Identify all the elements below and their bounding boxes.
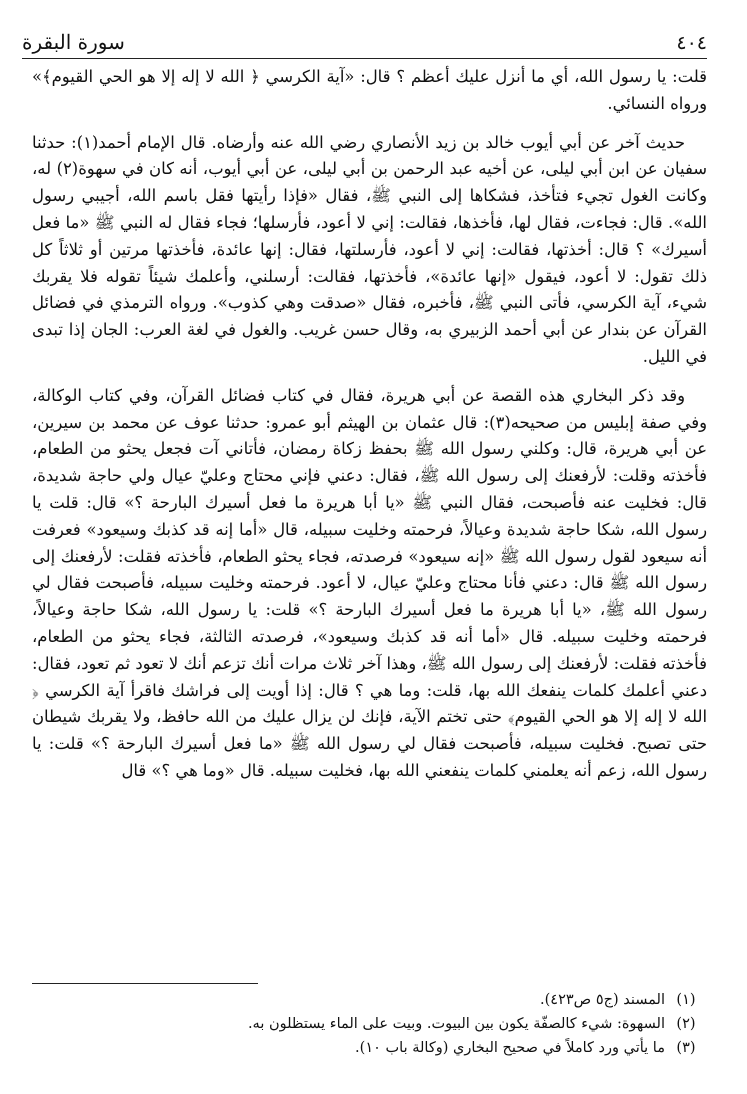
footnote-number: (٢) bbox=[676, 1016, 696, 1032]
footnote-number: (٣) bbox=[676, 1040, 696, 1056]
running-header bbox=[22, 28, 707, 59]
footnote-text: المسند (ج٥ ص٤٢٣). bbox=[540, 992, 665, 1008]
surah-title: سورة البقرة bbox=[22, 30, 125, 54]
paragraph-1: قلت: يا رسول الله، أي ما أنزل عليك أعظم ؟ قال: «آية الكرسي ﴿ الله لا إله إلا هو الحي القيوم﴾» ورواه النسائي. bbox=[32, 67, 707, 113]
footnote-2 bbox=[32, 1012, 707, 1036]
paragraph-2: حديث آخر عن أبي أيوب خالد بن زيد الأنصاري رضي الله عنه وأرضاه. قال الإمام أحمد(١): حدثنا سفيان عن ابن أبي ليلى، عن أخيه عبد الرحمن بن أبي ليلى، عن أبي أيوب، أنه كان في سهوة(٢) له، وكانت الغول تجيء فتأخذ، فشكاها إلى النبي ﷺ، فقال «فإذا رأيتها فقل باسم الله، أجيبي رسول الله». قال: فجاءت، فقال لها، فأخذها، فقالت: إني لا أعود، فأرسلها؛ فجاء فقال له النبي ﷺ «ما فعل أسيرك» ؟ قال: أخذتها، فقالت: إني لا أعود، فأرسلتها، فقال: إنها عائدة، فأخذتها مرتين أو ثلاثاً كل ذلك تقول: لا أعود، فيقول «إنها عائدة»، فأخذتها، فقالت: أرسلني، وأعلمك شيئاً تقوله فلا يقربك شيء، آية الكرسي، فأتى النبي ﷺ، فأخبره، فقال «صدقت وهي كذوب». ورواه الترمذي في فضائل القرآن عن بندار عن أبي أحمد الزبيري به، وقال حسن غريب. والغول في لغة العرب: الجان إذا تبدى في الليل. bbox=[32, 132, 707, 366]
footnote-text: السهوة: شيء كالصفّة يكون بين البيوت. وبيت على الماء يستظلون به. bbox=[247, 1016, 665, 1032]
footnotes bbox=[32, 988, 707, 1060]
footnote-number: (١) bbox=[676, 992, 696, 1008]
footnote-divider bbox=[32, 983, 258, 984]
footnote-3 bbox=[32, 1036, 707, 1060]
paragraph-3: وقد ذكر البخاري هذه القصة عن أبي هريرة، فقال في كتاب فضائل القرآن، وفي كتاب الوكالة، وفي صفة إبليس من صحيحه(٣): قال عثمان بن الهيثم أبو عمرو: حدثنا عوف عن محمد بن سيرين، عن أبي هريرة، قال: وكلني رسول الله ﷺ بحفظ زكاة رمضان، فأتاني آت فجعل يحثو من الطعام، فأخذته وقلت: لأرفعنك إلى رسول الله ﷺ، فقال: دعني فإني محتاج وعليّ عيال ولي حاجة شديدة، قال: فخليت عنه فأصبحت، فقال النبي ﷺ «يا أبا هريرة ما فعل أسيرك البارحة ؟» قال: قلت يا رسول الله، شكا حاجة شديدة وعيالاً، فرحمته وخليت سبيله، قال «أما إنه قد كذبك وسيعود» فعرفت أنه سيعود لقول رسول الله ﷺ «إنه سيعود» فرصدته، فجاء يحثو الطعام، فأخذته فقلت: لأرفعنك إلى رسول الله ﷺ قال: دعني فأنا محتاج وعليّ عيال، لا أعود. فرحمته وخليت سبيله، فأصبحت فقال لي رسول الله ﷺ، «يا أبا هريرة ما فعل أسيرك البارحة ؟» قلت: يا رسول الله، شكا حاجة وعيالاً، فرحمته وخليت سبيله. قال «أما أنه قد كذبك وسيعود»، فرصدته الثالثة، فجاء يحثو من الطعام، فأخذته فقلت: لأرفعنك إلى رسول الله ﷺ، وهذا آخر ثلاث مرات أنك تزعم أنك لا تعود ثم تعود، فقال: دعني أعلمك كلمات ينفعك الله بها، قلت: وما هي ؟ قال: إذا أويت إلى فراشك فاقرأ آية الكرسي ﴿ الله لا إله إلا هو الحي القيوم﴾ حتى تختم الآية، فإنك لن يزال عليك من الله حافظ، ولا يقربك شيطان حتى تصبح. فخليت سبيله، فأصبحت فقال لي رسول الله ﷺ «ما فعل أسيرك البارحة ؟» قلت: يا رسول الله، زعم أنه يعلمني كلمات ينفعني الله بها، فخليت سبيله. قال «وما هي ؟» قال bbox=[32, 385, 707, 780]
page-number: ٤٠٤ bbox=[676, 32, 707, 54]
footnote-1 bbox=[32, 988, 707, 1012]
main-text bbox=[32, 64, 707, 785]
footnote-text: ما يأتي ورد كاملاً في صحيح البخاري (وكالة باب ١٠). bbox=[355, 1040, 665, 1056]
